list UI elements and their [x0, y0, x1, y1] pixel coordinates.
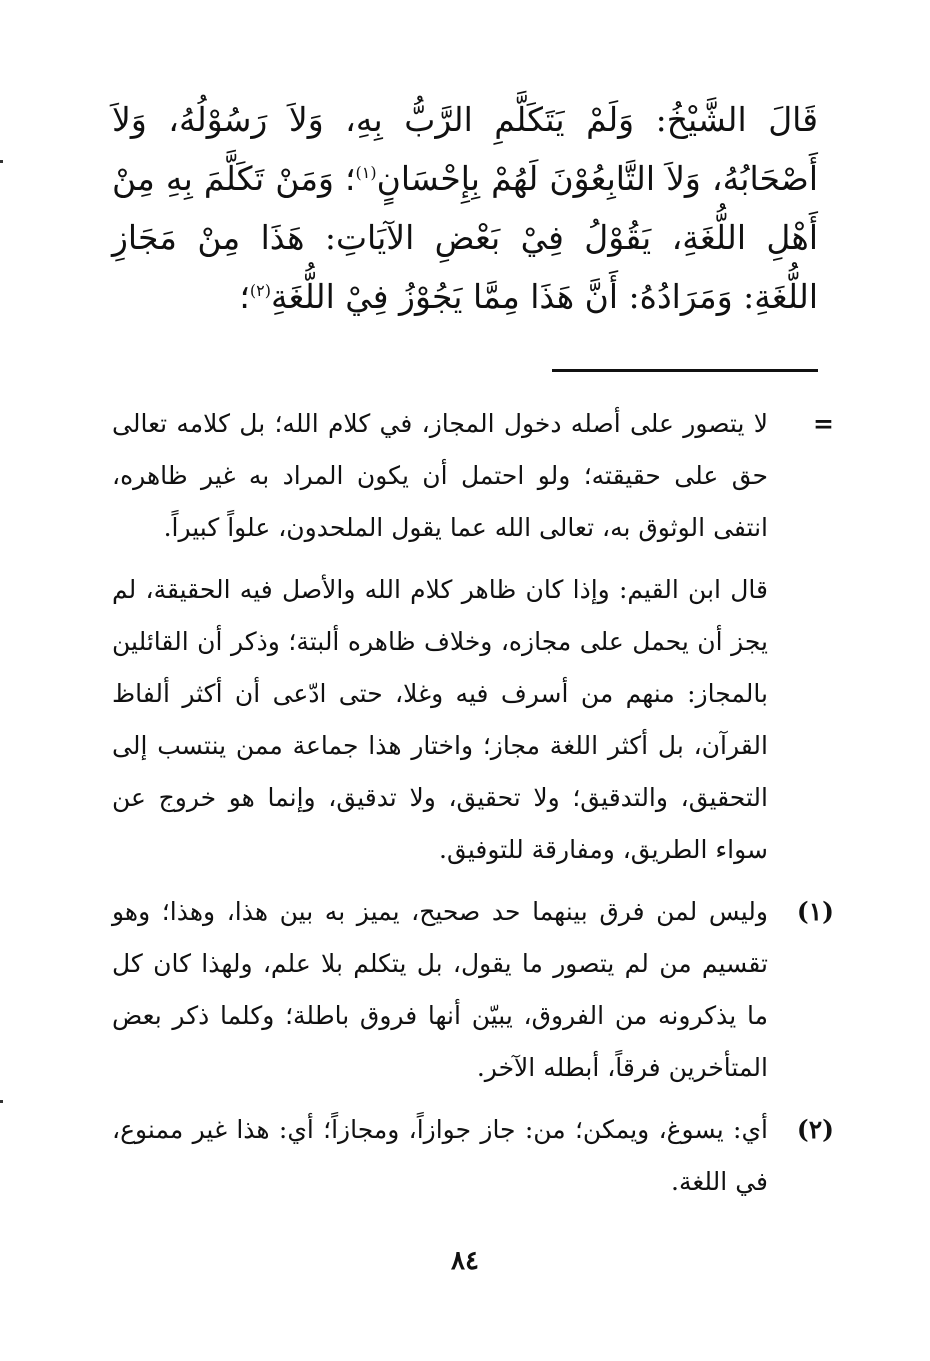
main-text-part-3: ؛ [239, 277, 250, 316]
footnote-ref-2[interactable]: (٢) [249, 281, 271, 300]
footnote-continued [112, 398, 834, 876]
footnote-2-mark: (٢) [796, 1115, 834, 1144]
main-text-block [112, 90, 818, 326]
main-paragraph [112, 90, 818, 326]
footnote-2 [112, 1104, 834, 1208]
footnote-divider [552, 369, 818, 372]
footnote-1-mark: (١) [796, 897, 834, 926]
scan-speck [0, 160, 3, 163]
footnote-1 [112, 886, 834, 1094]
scan-speck [0, 1100, 3, 1103]
footnote-continued-paragraph-2: قال ابن القيم: وإذا كان ظاهر كلام الله والأصل فيه الحقيقة، لم يجز أن يحمل على مجازه، وخلاف ظاهره ألبتة؛ وذكر أن القائلين بالمجاز: منهم من أسرف فيه وغلا، حتى ادّعى أن أكثر ألفاظ القرآن، بل أكثر اللغة مجاز؛ واختار هذا جماعة ممن ينتسب إلى التحقيق، والتدقيق؛ ولا تحقيق، ولا تدقيق، وإنما هو خروج عن سواء الطريق، ومفارقة للتوفيق. [112, 575, 768, 864]
footnote-ref-1[interactable]: (١) [355, 163, 377, 182]
continuation-mark: = [813, 409, 834, 438]
footnote-continued-paragraph-1: لا يتصور على أصله دخول المجاز، في كلام الله؛ بل كلامه تعالى حق على حقيقته؛ ولو احتمل أن يكون المراد به غير ظاهره، انتفى الوثوق به، تعالى الله عما يقول الملحدون، علواً كبيراً. [112, 409, 768, 542]
main-text-part-2: ؛ وَمَنْ تَكَلَّمَ بِهِ مِنْ أَهْلِ اللُّغَةِ، يَقُوْلُ فِيْ بَعْضِ الآيَاتِ: هَذَا مِنْ مَجَازِ اللُّغَةِ: وَمَرَادُهُ: أَنَّ هَذَا مِمَّا يَجُوْزُ فِيْ اللُّغَةِ [112, 159, 818, 316]
footnotes-block [112, 398, 834, 1208]
footnote-2-text: أي: يسوغ، ويمكن؛ من: جاز جوازاً، ومجازاً؛ أي: هذا غير ممنوع، في اللغة. [112, 1115, 768, 1196]
footnote-1-text: وليس لمن فرق بينهما حد صحيح، يميز به بين هذا، وهذا؛ وهو تقسيم من لم يتصور ما يقول، بل يتكلم بلا علم، ولهذا كان كل ما يذكرونه من الفروق، يبيّن أنها فروق باطلة؛ وكلما ذكر بعض المتأخرين فرقاً، أبطله الآخر. [112, 897, 768, 1082]
main-text-part-1: قَالَ الشَّيْخُ: وَلَمْ يَتَكَلَّمِ الرَّبُّ بِهِ، وَلاَ رَسُوْلُهُ، وَلاَ أَصْحَابُهُ، وَلاَ التَّابِعُوْنَ لَهُمْ بِإِحْسَانٍ [112, 100, 818, 198]
page-number: ٨٤ [451, 1246, 479, 1276]
